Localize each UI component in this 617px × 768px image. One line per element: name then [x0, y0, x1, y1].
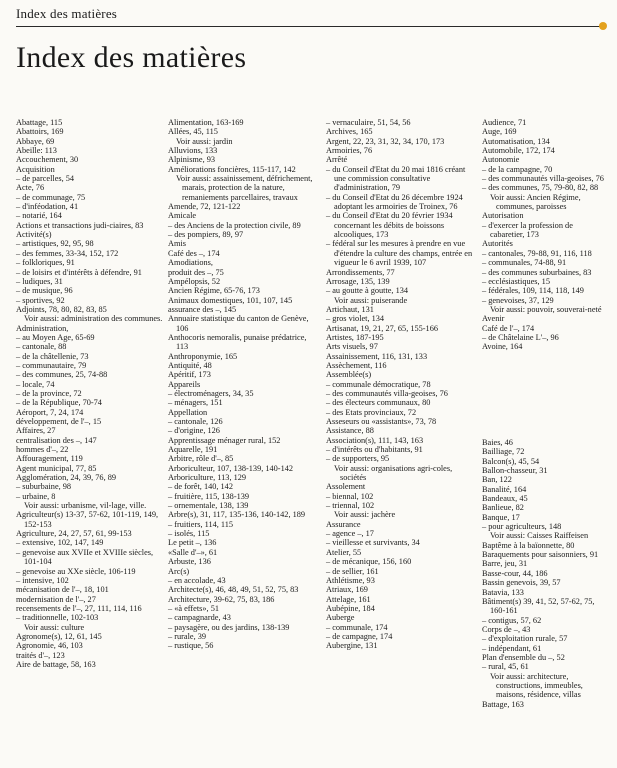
index-entry: – des pompiers, 89, 97 — [168, 230, 244, 240]
index-entry: – de campagne, 174 — [326, 631, 393, 641]
index-entry: Assistance, 88 — [326, 426, 374, 436]
index-entry: Café de l'–, 174 — [482, 323, 535, 333]
index-entry: Voir aussi: jachère — [334, 510, 396, 520]
index-entry: – de la châtellenie, 73 — [16, 351, 89, 361]
index-entry: – de musique, 96 — [16, 286, 73, 296]
index-entry: – traditionnelle, 102-103 — [16, 613, 99, 623]
index-entry: Actions et transactions judi-ciaires, 83 — [16, 220, 144, 230]
index-entry: Arbitre, rôle d'–, 85 — [168, 454, 234, 464]
index-entry: Abeille: 113 — [16, 146, 57, 156]
index-entry: Atelier, 55 — [326, 547, 362, 557]
index-entry: – vernaculaire, 51, 54, 56 — [326, 118, 411, 127]
index-entry: – pour agriculteurs, 148 — [482, 522, 562, 532]
index-entry: – de la campagne, 70 — [482, 164, 553, 174]
index-entry: – indépendant, 61 — [482, 643, 542, 653]
index-entry: Bandeaux, 45 — [482, 494, 528, 504]
index-entry: Voir aussi: puiserande — [334, 295, 408, 305]
index-entry: Alpinisme, 93 — [168, 155, 216, 165]
index-entry: Arboriculture, 113, 129 — [168, 473, 247, 483]
index-entry: Affouragement, 119 — [16, 454, 83, 464]
index-entry: Battage, 163 — [482, 699, 524, 709]
index-entry: – triennal, 102 — [326, 501, 375, 511]
index-entry: Abbaye, 69 — [16, 136, 55, 146]
index-entry: Agglomération, 24, 39, 76, 89 — [16, 473, 117, 483]
index-entry: – de mécanique, 156, 160 — [326, 557, 412, 567]
index-entry: Arts visuels, 97 — [326, 342, 378, 352]
index-entry: Architecture, 39-62, 75, 83, 186 — [168, 594, 275, 604]
index-entry: Administration, — [16, 323, 69, 333]
index-entry: Voir aussi: Caisses Raiffeisen — [490, 531, 589, 541]
index-entry: Assurance — [326, 519, 361, 529]
index-entry: Banalité, 164 — [482, 484, 527, 494]
index-entry: – suburbaine, 98 — [16, 482, 72, 492]
index-entry: – genevoises, 37, 129 — [482, 295, 554, 305]
index-column-2 — [168, 118, 318, 651]
index-entry: Banlieue, 82 — [482, 503, 524, 513]
index-entry: Café des –, 174 — [168, 248, 220, 258]
index-entry: Bassin genevois, 39, 57 — [482, 578, 561, 588]
index-entry: modernisation de l'–, 27 — [16, 594, 96, 604]
index-entry: Voir aussi: architecture, constructions, immeubles, maisons, résidence, villas — [490, 671, 585, 700]
index-entry: Ampélopsis, 52 — [168, 276, 221, 286]
index-entry: Voir aussi: urbanisme, vil-lage, ville. — [24, 501, 147, 511]
index-entry: Autorisation — [482, 211, 524, 221]
index-entry: Atriaux, 169 — [326, 585, 368, 595]
index-entry: Aire de battage, 58, 163 — [16, 659, 96, 669]
index-column-4 — [482, 118, 607, 352]
index-entry: – locale, 74 — [16, 379, 55, 389]
index-entry: Batavia, 133 — [482, 587, 524, 597]
index-entry: – genevoise aux XVIIe et XVIIIe siècles, 101-104 — [16, 547, 156, 567]
index-entry: – de Châtelaine L'–, 96 — [482, 332, 559, 342]
index-entry: Banque, 17 — [482, 512, 520, 522]
index-entry: recensements de l'–, 27, 111, 114, 116 — [16, 603, 142, 613]
index-entry: produit des –, 75 — [168, 267, 224, 277]
index-entry: Automatisation, 134 — [482, 136, 550, 146]
index-entry: Voir aussi: organisations agri-coles, sociétés — [334, 463, 455, 483]
index-entry: Assemblée(s) — [326, 370, 372, 380]
running-head: Index des matières — [16, 6, 118, 21]
index-entry: – au Moyen Age, 65-69 — [16, 332, 95, 342]
index-entry: Arboriculteur, 107, 138-139, 140-142 — [168, 463, 294, 473]
index-entry: Voir aussi: pouvoir, souverai-neté — [490, 304, 602, 314]
index-entry: hommes d'–, 22 — [16, 445, 69, 455]
index-entry: Alimentation, 163-169 — [168, 118, 244, 127]
index-entry: – des communes, 25, 74-88 — [16, 370, 108, 380]
index-entry: Athlétisme, 93 — [326, 575, 375, 585]
index-entry: – communale, 174 — [326, 622, 388, 632]
index-entry: Asseseurs ou «assistants», 73, 78 — [326, 417, 437, 426]
index-entry: Voir aussi: culture — [24, 622, 85, 632]
index-entry: Allées, 45, 115 — [168, 127, 218, 137]
index-entry: – d'exercer la profession de cabaretier, 173 — [482, 220, 575, 240]
index-entry: Alluvions, 133 — [168, 146, 218, 156]
index-entry: – ludiques, 31 — [16, 276, 63, 286]
index-entry: – vieillesse et survivants, 34 — [326, 538, 420, 548]
index-entry: Arc(s) — [168, 566, 190, 576]
index-entry: – des communes suburbaines, 83 — [482, 267, 592, 277]
index-entry: Auberge — [326, 613, 355, 623]
index-entry: Affaires, 27 — [16, 426, 56, 436]
index-entry: Abattoirs, 169 — [16, 127, 64, 137]
index-entry: – folkloriques, 91 — [16, 258, 75, 268]
index-entry: – d'inféodation, 41 — [16, 202, 79, 212]
index-entry: – des communautés villa-geoises, 76 — [482, 174, 604, 184]
index-entry: – de communage, 75 — [16, 192, 86, 202]
index-entry: Automobile, 172, 174 — [482, 146, 555, 156]
index-entry: – fédéral sur les mesures à prendre en vue d'étendre la culture des champs, entrée en vigueur le 6 avril 1939, 107 — [326, 239, 475, 268]
index-entry: Voir aussi: assainissement, défrichement, marais, protection de la nature, remaniements parcellaires, travaux — [176, 174, 315, 202]
index-entry: Arrondissements, 77 — [326, 267, 395, 277]
index-entry: – du Conseil d'Etat du 20 février 1934 concernant les débits de boissons alcooliques, 173 — [326, 211, 455, 240]
index-entry: – ménagers, 151 — [168, 398, 223, 408]
index-entry: Ballon-chasseur, 31 — [482, 466, 548, 476]
index-entry: – intensive, 102 — [16, 575, 69, 585]
index-entry: Activité(s) — [16, 230, 52, 240]
index-entry: centralisation des –, 147 — [16, 435, 97, 445]
index-entry: – fruitiers, 114, 115 — [168, 519, 234, 529]
index-entry: Autorités — [482, 239, 513, 249]
index-entry: Agriculteur(s) 13-37, 57-62, 101-119, 149, 152-153 — [16, 510, 161, 529]
index-entry: «Salle d'–», 61 — [168, 547, 218, 557]
index-entry: – des femmes, 33-34, 152, 172 — [16, 248, 119, 258]
index-entry: Assainissement, 116, 131, 133 — [326, 351, 428, 361]
index-entry: – cantonale, 88 — [16, 342, 67, 352]
index-entry: Balcon(s), 45, 54 — [482, 456, 540, 466]
index-entry: – d'exploitation rurale, 57 — [482, 634, 568, 644]
index-entry: Agronome(s), 12, 61, 145 — [16, 631, 102, 641]
index-entry: – fédérales, 109, 114, 118, 149 — [482, 286, 584, 296]
index-entry: Arrosage, 135, 139 — [326, 276, 390, 286]
index-entry: – communautaire, 79 — [16, 360, 87, 370]
index-entry: Attelage, 161 — [326, 594, 371, 604]
index-entry: Appareils — [168, 379, 201, 389]
index-entry: Antiquité, 48 — [168, 360, 212, 370]
index-entry: Agent municipal, 77, 85 — [16, 463, 97, 473]
index-entry: – campagnarde, 43 — [168, 613, 231, 623]
index-entry: Association(s), 111, 143, 163 — [326, 435, 424, 445]
index-entry: – isolés, 115 — [168, 529, 210, 539]
index-entry: – de parcelles, 54 — [16, 174, 75, 184]
index-column-4-b-section — [482, 438, 607, 709]
index-entry: – des communautés villa-geoises, 76 — [326, 388, 448, 398]
index-entry: Amodiations, — [168, 258, 213, 268]
index-entry: – en accolade, 43 — [168, 575, 226, 585]
index-entry: Animaux domestiques, 101, 107, 145 — [168, 295, 293, 305]
index-entry: – de forêt, 140, 142 — [168, 482, 233, 492]
header-accent-dot — [599, 22, 607, 30]
index-entry: – artistiques, 92, 95, 98 — [16, 239, 94, 249]
index-entry: Avoine, 164 — [482, 342, 523, 352]
index-entry: Artisanat, 19, 21, 27, 65, 155-166 — [326, 323, 438, 333]
index-entry: Aéroport, 7, 24, 174 — [16, 407, 84, 417]
index-entry: – gros violet, 134 — [326, 314, 385, 324]
page-title: Index des matières — [16, 41, 247, 74]
index-entry: Arrêté — [326, 155, 348, 165]
index-entry: Abattage, 115 — [16, 118, 63, 127]
index-column-3 — [326, 118, 476, 651]
index-entry: Amicale — [168, 211, 197, 221]
index-entry: – rural, 45, 61 — [482, 662, 529, 672]
index-entry: – des Etats provinciaux, 72 — [326, 407, 417, 417]
index-entry: Bâtiment(s) 39, 41, 52, 57-62, 75, 160-161 — [482, 596, 597, 616]
index-entry: – de la République, 70-74 — [16, 398, 102, 408]
index-entry: développement, de l'–, 15 — [16, 417, 102, 426]
index-entry: Agriculture, 24, 27, 57, 61, 99-153 — [16, 529, 132, 539]
index-entry: – cantonales, 79-88, 91, 116, 118 — [482, 248, 592, 258]
index-entry: Basse-cour, 44, 186 — [482, 568, 548, 578]
index-entry: – «à effets», 51 — [168, 603, 219, 613]
index-entry: – des communes, 75, 79-80, 82, 88 — [482, 183, 599, 193]
index-entry: mécanisation de l'–, 18, 101 — [16, 585, 109, 595]
index-entry: – de supporters, 95 — [326, 454, 390, 464]
index-entry: – agence –, 17 — [326, 529, 374, 539]
index-entry: – ecclésiastiques, 15 — [482, 276, 550, 286]
index-entry: Avenir — [482, 314, 505, 324]
index-entry: – communales, 74-88, 91 — [482, 258, 567, 268]
index-entry: Anthocoris nemoralis, punaise prédatrice, 113 — [168, 332, 309, 352]
index-entry: – fruitière, 115, 138-139 — [168, 491, 250, 501]
index-entry: – sportives, 92 — [16, 295, 65, 305]
index-entry: – paysagère, ou des jardins, 138-139 — [168, 622, 290, 632]
index-entry: Plan d'ensemble du –, 52 — [482, 652, 565, 662]
index-entry: – de la province, 72 — [16, 388, 82, 398]
index-entry: assurance des –, 145 — [168, 304, 237, 314]
index-entry: Appellation — [168, 407, 208, 417]
index-entry: – des électeurs communaux, 80 — [326, 398, 431, 408]
index-entry: Voir aussi: administration des communes. — [24, 314, 163, 324]
index-entry: Améliorations foncières, 115-117, 142 — [168, 164, 296, 174]
index-entry: Barre, jeu, 31 — [482, 559, 528, 569]
index-entry: – contigus, 57, 62 — [482, 615, 542, 625]
index-column-1 — [16, 118, 166, 669]
index-entry: Baies, 46 — [482, 438, 513, 447]
index-entry: – de loisirs et d'intérêts à défendre, 91 — [16, 267, 142, 277]
index-entry: Amis — [168, 239, 186, 249]
index-entry: – notarié, 164 — [16, 211, 62, 221]
index-entry: Baptême à la baïonnette, 80 — [482, 540, 575, 550]
index-entry: Assèchement, 116 — [326, 360, 387, 370]
index-entry: traités d'–, 123 — [16, 650, 65, 660]
index-entry: Amende, 72, 121-122 — [168, 202, 241, 212]
index-entry: Auge, 169 — [482, 127, 517, 137]
index-entry: – cantonale, 126 — [168, 417, 223, 426]
index-entry: – du Conseil d'Etat du 20 mai 1816 créant une commission consultative d'administration, 79 — [326, 164, 468, 193]
index-entry: Arbuste, 136 — [168, 557, 211, 567]
index-entry: Apéritif, 173 — [168, 370, 211, 380]
index-entry: Acte, 76 — [16, 183, 45, 193]
index-entry: – biennal, 102 — [326, 491, 374, 501]
index-entry: – extensive, 102, 147, 149 — [16, 538, 104, 548]
index-entry: Autonomie — [482, 155, 520, 165]
index-entry: – des Anciens de la protection civile, 89 — [168, 220, 301, 230]
index-entry: Annuaire statistique du canton de Genève, 106 — [168, 314, 311, 333]
index-entry: Assolement — [326, 482, 366, 492]
index-entry: Audience, 71 — [482, 118, 527, 127]
index-columns — [0, 118, 617, 763]
header-rule — [16, 26, 601, 27]
index-entry: – ornementale, 138, 139 — [168, 501, 249, 511]
index-entry: Corps de –, 43 — [482, 624, 531, 634]
index-entry: – urbaine, 8 — [16, 491, 56, 501]
index-entry: Artichaut, 131 — [326, 304, 374, 314]
index-entry: – communale démocratique, 78 — [326, 379, 431, 389]
index-entry: – d'origine, 126 — [168, 426, 220, 436]
index-entry: Voir aussi: Ancien Régime, communes, paroisses — [490, 192, 583, 212]
index-entry: – électroménagers, 34, 35 — [168, 388, 254, 398]
index-entry: Bailliage, 72 — [482, 447, 525, 457]
index-entry: Architecte(s), 46, 48, 49, 51, 52, 75, 83 — [168, 585, 299, 595]
index-entry: – de sellier, 161 — [326, 566, 379, 576]
index-entry: Acquisition — [16, 164, 55, 174]
index-entry: Baraquements pour saisonniers, 91 — [482, 550, 599, 560]
index-entry: Archives, 165 — [326, 127, 373, 137]
index-entry: – du Conseil d'Etat du 26 décembre 1924 adoptant les armoiries de Troinex, 76 — [326, 192, 465, 212]
index-entry: Argent, 22, 23, 31, 32, 34, 170, 173 — [326, 136, 445, 146]
index-entry: Ban, 122 — [482, 475, 512, 485]
index-entry: – genevoise au XXe siècle, 106-119 — [16, 566, 136, 576]
index-entry: Aubergine, 131 — [326, 641, 378, 651]
index-entry: Aubépine, 184 — [326, 603, 375, 613]
index-entry: Apprentissage ménager rural, 152 — [168, 435, 281, 445]
index-entry: – d'intérêts ou d'habitants, 91 — [326, 445, 423, 455]
index-entry: Adjoints, 78, 80, 82, 83, 85 — [16, 304, 107, 314]
index-entry: Le petit –, 136 — [168, 538, 217, 548]
index-entry: – au goutte à goutte, 134 — [326, 286, 409, 296]
index-entry: Voir aussi: jardin — [176, 136, 233, 146]
index-entry: – rurale, 39 — [168, 631, 207, 641]
index-entry: Accouchement, 30 — [16, 155, 79, 165]
index-entry: Agronomie, 46, 103 — [16, 641, 83, 651]
index-entry: Anthroponymie, 165 — [168, 351, 238, 361]
index-entry: Artistes, 187-195 — [326, 332, 384, 342]
index-entry: Aquarelle, 191 — [168, 445, 218, 455]
index-entry: Arbre(s), 31, 117, 135-136, 140-142, 189 — [168, 510, 306, 520]
index-entry: Ancien Régime, 65-76, 173 — [168, 286, 260, 296]
index-entry: Armoiries, 76 — [326, 146, 373, 156]
index-entry: – rustique, 56 — [168, 641, 214, 651]
